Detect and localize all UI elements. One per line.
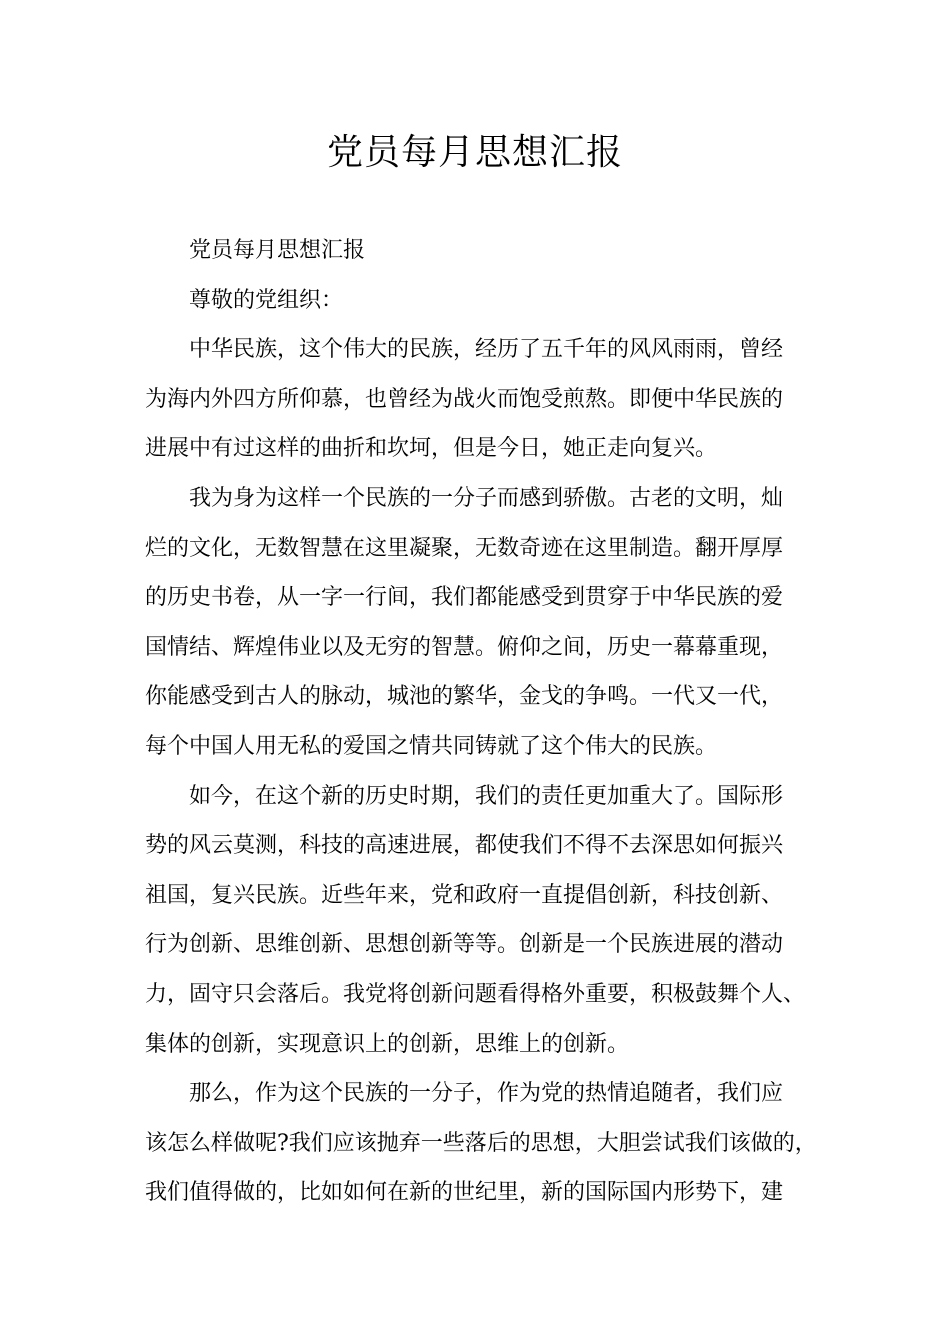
- text-line: 那么，作为这个民族的一分子，作为党的热情追随者，我们应: [189, 1081, 784, 1107]
- text-line: 烂的文化，无数智慧在这里凝聚，无数奇迹在这里制造。翻开厚厚: [145, 535, 784, 561]
- document-body: [145, 226, 825, 1218]
- text-line: 为海内外四方所仰慕，也曾经为战火而饱受煎熬。即便中华民族的: [145, 386, 784, 412]
- text-line: 祖国，复兴民族。近些年来，党和政府一直提倡创新，科技创新、: [145, 882, 784, 908]
- text-line: 如今，在这个新的历史时期，我们的责任更加重大了。国际形: [189, 783, 784, 809]
- text-line: 进展中有过这样的曲折和坎坷，但是今日，她正走向复兴。: [145, 436, 718, 462]
- text-line: 你能感受到古人的脉动，城池的繁华，金戈的争鸣。一代又一代，: [145, 684, 784, 710]
- text-line: 党员每月思想汇报: [189, 238, 366, 263]
- text-line: 该怎么样做呢?我们应该抛弃一些落后的思想，大胆尝试我们该做的，: [145, 1130, 817, 1156]
- text-line: 每个中国人用无私的爱国之情共同铸就了这个伟大的民族。: [145, 733, 718, 759]
- text-line: 尊敬的党组织：: [189, 287, 344, 313]
- text-line: 我们值得做的，比如如何在新的世纪里，新的国际国内形势下，建: [145, 1180, 784, 1206]
- document-title: 党员每月思想汇报: [326, 132, 623, 173]
- text-line: 力，固守只会落后。我党将创新问题看得格外重要，积极鼓舞个人、: [145, 981, 806, 1007]
- text-line: 我为身为这样一个民族的一分子而感到骄傲。古老的文明，灿: [189, 485, 784, 511]
- text-line: 的历史书卷，从一字一行间，我们都能感受到贯穿于中华民族的爱: [145, 585, 784, 611]
- text-line: 行为创新、思维创新、思想创新等等。创新是一个民族进展的潜动: [145, 932, 784, 958]
- text-line: 中华民族，这个伟大的民族，经历了五千年的风风雨雨，曾经: [189, 337, 784, 363]
- text-line: 国情结、辉煌伟业以及无穷的智慧。俯仰之间，历史一幕幕重现，: [145, 634, 784, 660]
- text-line: 集体的创新，实现意识上的创新，思维上的创新。: [145, 1031, 630, 1057]
- text-line: 势的风云莫测，科技的高速进展，都使我们不得不去深思如何振兴: [145, 833, 784, 859]
